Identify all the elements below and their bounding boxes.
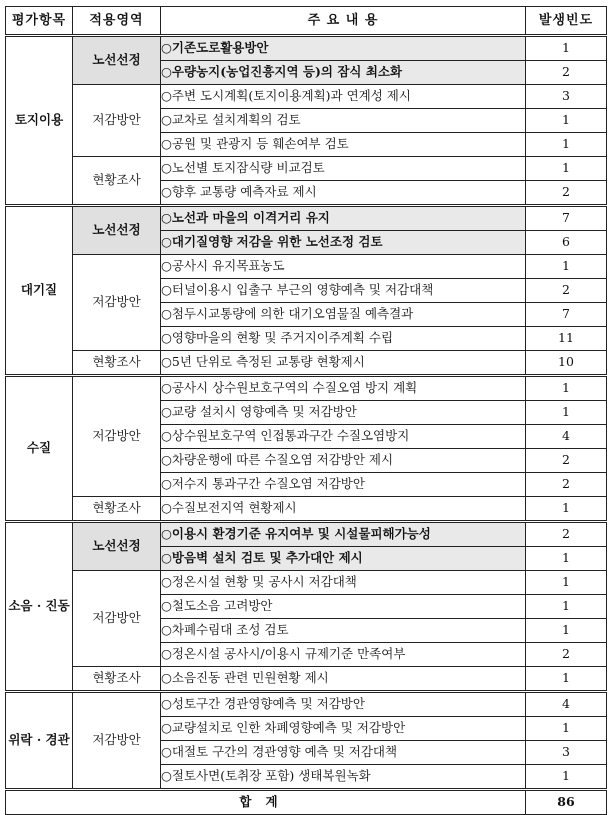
content-cell: ○터널이용시 입출구 부근의 영향예측 및 저감대책 [161,279,526,303]
area-cell: 저감방안 [73,571,161,667]
content-cell: ○방음벽 설치 검토 및 추가대안 제시 [161,547,526,571]
frequency-cell: 3 [526,741,607,765]
frequency-cell: 10 [526,351,607,376]
content-cell: ○교차로 설치계획의 검토 [161,109,526,133]
frequency-cell: 1 [526,401,607,425]
category-cell: 대기질 [6,206,73,376]
frequency-cell: 7 [526,206,607,231]
content-cell: ○차량운행에 따른 수질오염 저감방안 제시 [161,449,526,473]
frequency-cell: 1 [526,765,607,790]
header-row [6,7,607,36]
content-cell: ○차폐수림대 조성 검토 [161,619,526,643]
content-cell: ○공사시 유지목표농도 [161,255,526,279]
table-body [6,36,607,790]
frequency-cell: 1 [526,255,607,279]
content-cell: ○노선별 토지잠식량 비교검토 [161,157,526,181]
frequency-cell: 1 [526,667,607,692]
header-area: 적용영역 [73,7,161,36]
table-row [6,692,607,717]
frequency-cell: 1 [526,571,607,595]
frequency-cell: 1 [526,133,607,157]
content-cell: ○5년 단위로 측정된 교통량 현황제시 [161,351,526,376]
frequency-cell: 4 [526,692,607,717]
content-cell: ○기존도로활용방안 [161,36,526,61]
frequency-cell: 2 [526,279,607,303]
content-cell: ○저수지 통과구간 수질오염 저감방안 [161,473,526,497]
area-cell: 저감방안 [73,85,161,157]
content-cell: ○주변 도시계획(토지이용계획)과 연계성 제시 [161,85,526,109]
content-cell: ○교량 설치시 영향예측 및 저감방안 [161,401,526,425]
area-cell: 노선선정 [73,206,161,255]
total-label: 합계 [6,790,526,815]
content-cell: ○절토사면(토취장 포함) 생태복원녹화 [161,765,526,790]
table-row [6,36,607,61]
content-cell: ○철도소음 고려방안 [161,595,526,619]
content-cell: ○공사시 상수원보호구역의 수질오염 방지 계획 [161,376,526,401]
category-cell: 수질 [6,376,73,522]
frequency-cell: 2 [526,643,607,667]
frequency-cell: 1 [526,376,607,401]
frequency-cell: 7 [526,303,607,327]
area-cell: 현황조사 [73,351,161,376]
frequency-cell: 1 [526,717,607,741]
content-cell: ○우량농지(농업진흥지역 등)의 잠식 최소화 [161,61,526,85]
frequency-cell: 4 [526,425,607,449]
frequency-cell: 1 [526,619,607,643]
frequency-cell: 11 [526,327,607,351]
frequency-cell: 1 [526,109,607,133]
area-cell: 현황조사 [73,497,161,522]
area-cell: 저감방안 [73,255,161,351]
table-row [6,376,607,401]
area-cell: 노선선정 [73,522,161,571]
frequency-cell: 3 [526,85,607,109]
category-cell: 소음 · 진동 [6,522,73,692]
frequency-cell: 2 [526,473,607,497]
content-cell: ○성토구간 경관영향예측 및 저감방안 [161,692,526,717]
frequency-cell: 1 [526,157,607,181]
category-cell: 토지이용 [6,36,73,206]
area-cell: 저감방안 [73,692,161,790]
frequency-cell: 1 [526,547,607,571]
total-row [6,790,607,815]
table-row [6,522,607,547]
content-cell: ○노선과 마을의 이격거리 유지 [161,206,526,231]
table-row [6,667,607,692]
frequency-cell: 1 [526,595,607,619]
content-cell: ○향후 교통량 예측자료 제시 [161,181,526,206]
table-row [6,497,607,522]
content-cell: ○공원 및 관광지 등 훼손여부 검토 [161,133,526,157]
frequency-cell: 2 [526,181,607,206]
frequency-cell: 1 [526,36,607,61]
area-cell: 노선선정 [73,36,161,85]
area-cell: 저감방안 [73,376,161,497]
header-category: 평가항목 [6,7,73,36]
category-cell: 위락 · 경관 [6,692,73,790]
table-row [6,351,607,376]
content-cell: ○정온시설 공사시/이용시 규제기준 만족여부 [161,643,526,667]
evaluation-table [5,6,607,815]
frequency-cell: 2 [526,522,607,547]
content-cell: ○수질보전지역 현황제시 [161,497,526,522]
frequency-cell: 1 [526,497,607,522]
content-cell: ○정온시설 현황 및 공사시 저감대책 [161,571,526,595]
total-value: 86 [526,790,607,815]
content-cell: ○대절토 구간의 경관영향 예측 및 저감대책 [161,741,526,765]
frequency-cell: 2 [526,449,607,473]
frequency-cell: 2 [526,61,607,85]
area-cell: 현황조사 [73,157,161,206]
frequency-cell: 6 [526,231,607,255]
content-cell: ○첨두시교통량에 의한 대기오염물질 예측결과 [161,303,526,327]
content-cell: ○영향마을의 현황 및 주거지이주계획 수립 [161,327,526,351]
table-row [6,255,607,279]
table-row [6,206,607,231]
table-row [6,571,607,595]
table-row [6,157,607,181]
header-frequency: 발생빈도 [526,7,607,36]
header-content: 주 요 내 용 [161,7,526,36]
content-cell: ○교량설치로 인한 차폐영향예측 및 저감방안 [161,717,526,741]
area-cell: 현황조사 [73,667,161,692]
content-cell: ○대기질영향 저감을 위한 노선조정 검토 [161,231,526,255]
table-row [6,85,607,109]
content-cell: ○소음진동 관련 민원현황 제시 [161,667,526,692]
content-cell: ○이용시 환경기준 유지여부 및 시설물피해가능성 [161,522,526,547]
content-cell: ○상수원보호구역 인접통과구간 수질오염방지 [161,425,526,449]
